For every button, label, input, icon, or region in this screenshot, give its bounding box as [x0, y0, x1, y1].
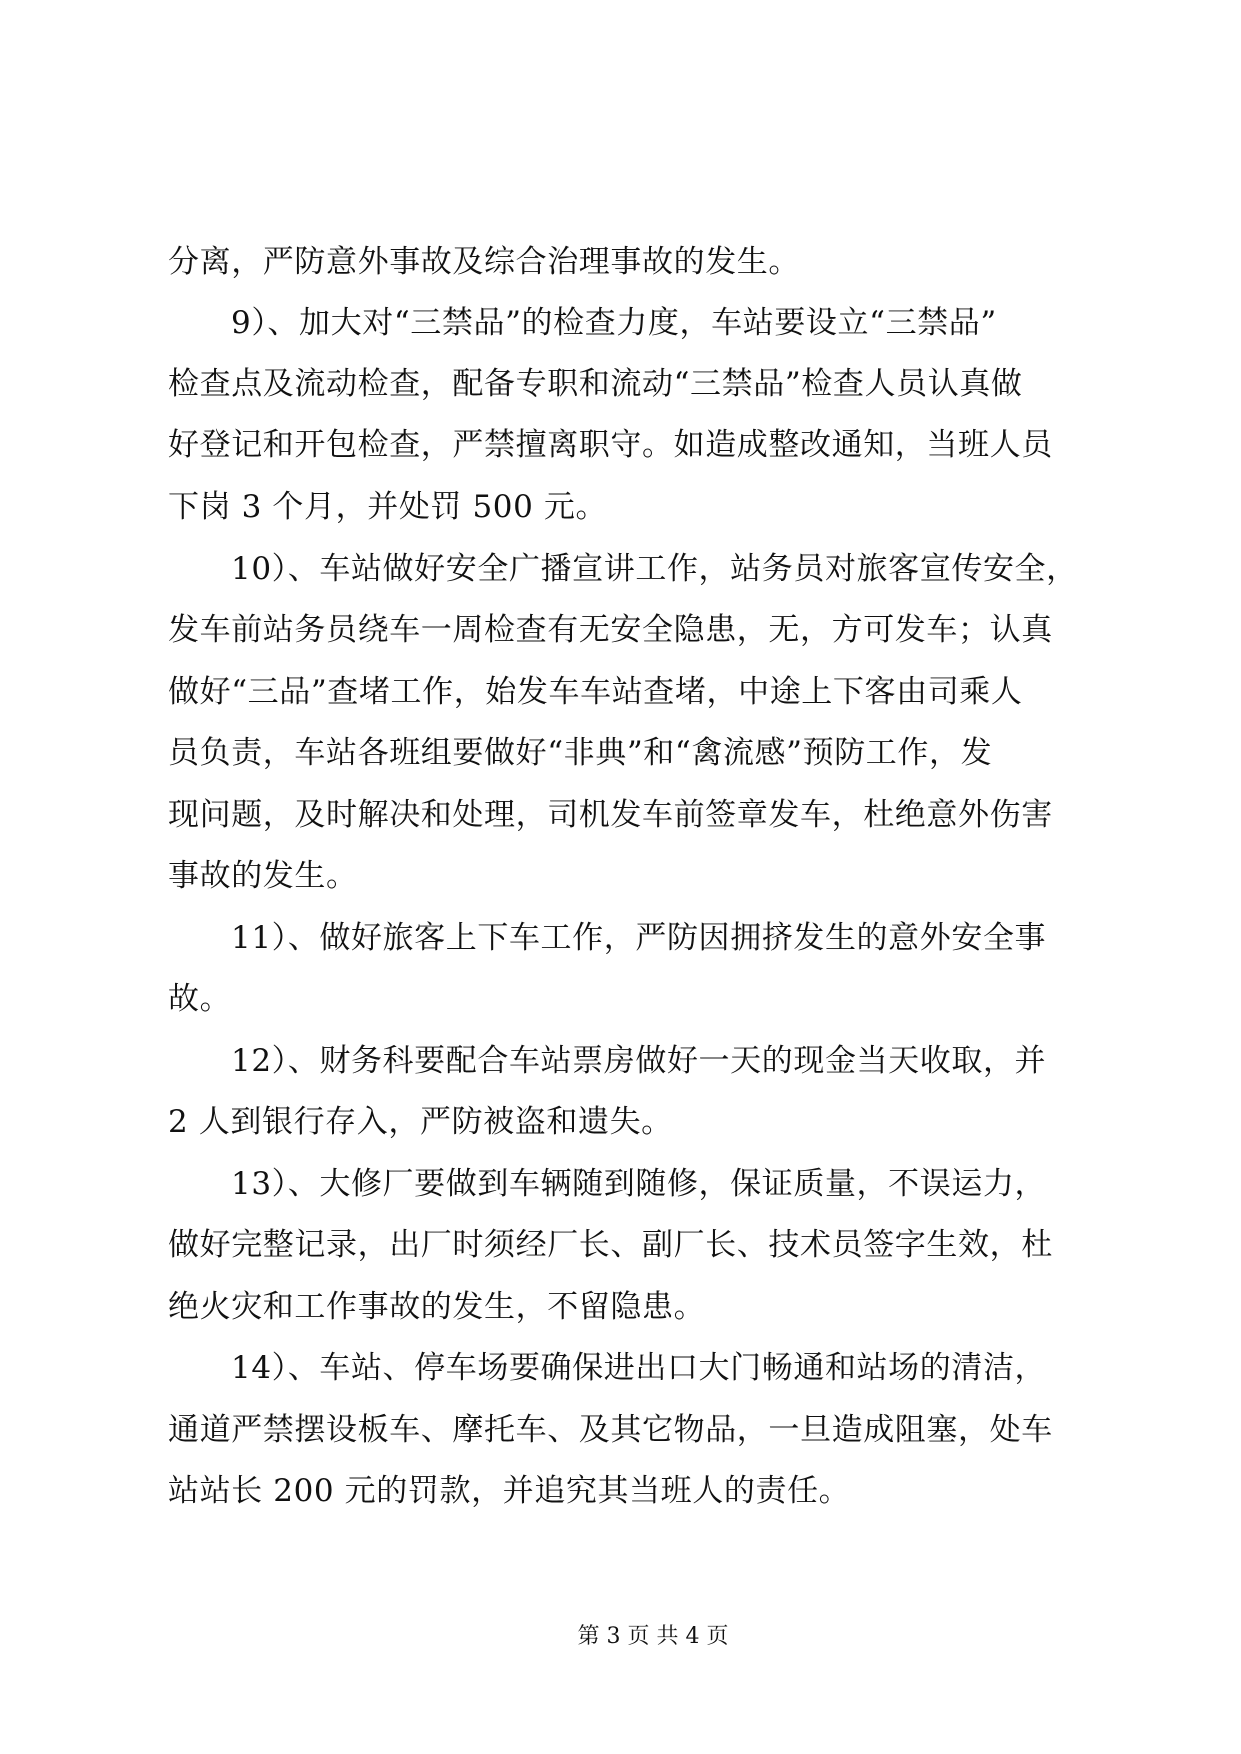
paragraph-line: 做好完整记录，出厂时须经厂长、副厂长、技术员签字生效，杜	[168, 1227, 1053, 1263]
paragraph-line: 绝火灾和工作事故的发生，不留隐患。	[168, 1289, 706, 1325]
paragraph-first-line: 9）、加大对“三禁品”的检查力度，车站要设立“三禁品”	[231, 305, 997, 341]
paragraph-line: 通道严禁摆设板车、摩托车、及其它物品，一旦造成阻塞，处车	[168, 1412, 1053, 1448]
paragraph-line: 站站长 200 元的罚款，并追究其当班人的责任。	[168, 1473, 851, 1509]
paragraph-line: 现问题，及时解决和处理，司机发车前签章发车，杜绝意外伤害	[168, 797, 1053, 833]
paragraph-line: 检查点及流动检查，配备专职和流动“三禁品”检查人员认真做	[168, 366, 1023, 402]
paragraph-line: 员负责，车站各班组要做好“非典”和“禽流感”预防工作，发	[168, 735, 993, 771]
page-number-footer: 第 3 页 共 4 页	[577, 1624, 729, 1649]
paragraph-line: 下岗 3 个月，并处罚 500 元。	[168, 489, 608, 525]
paragraph-line: 故。	[168, 981, 232, 1017]
paragraph-first-line: 14）、车站、停车场要确保进出口大门畅通和站场的清洁，	[231, 1350, 1047, 1386]
paragraph-first-line: 13）、大修厂要做到车辆随到随修，保证质量，不误运力，	[231, 1166, 1047, 1202]
paragraph-line: 发车前站务员绕车一周检查有无安全隐患，无，方可发车；认真	[168, 612, 1053, 648]
paragraph-line: 做好“三品”查堵工作，始发车车站查堵，中途上下客由司乘人	[168, 674, 1023, 710]
paragraph-first-line: 11）、做好旅客上下车工作，严防因拥挤发生的意外安全事	[231, 920, 1047, 956]
paragraph-line: 分离，严防意外事故及综合治理事故的发生。	[168, 244, 800, 280]
paragraph-first-line: 12）、财务科要配合车站票房做好一天的现金当天收取，并	[231, 1043, 1047, 1079]
paragraph-line: 2 人到银行存入，严防被盗和遗失。	[168, 1104, 673, 1140]
paragraph-line: 事故的发生。	[168, 858, 358, 894]
paragraph-first-line: 10）、车站做好安全广播宣讲工作，站务员对旅客宣传安全，	[231, 551, 1078, 587]
paragraph-line: 好登记和开包检查，严禁擅离职守。如造成整改通知，当班人员	[168, 427, 1053, 463]
